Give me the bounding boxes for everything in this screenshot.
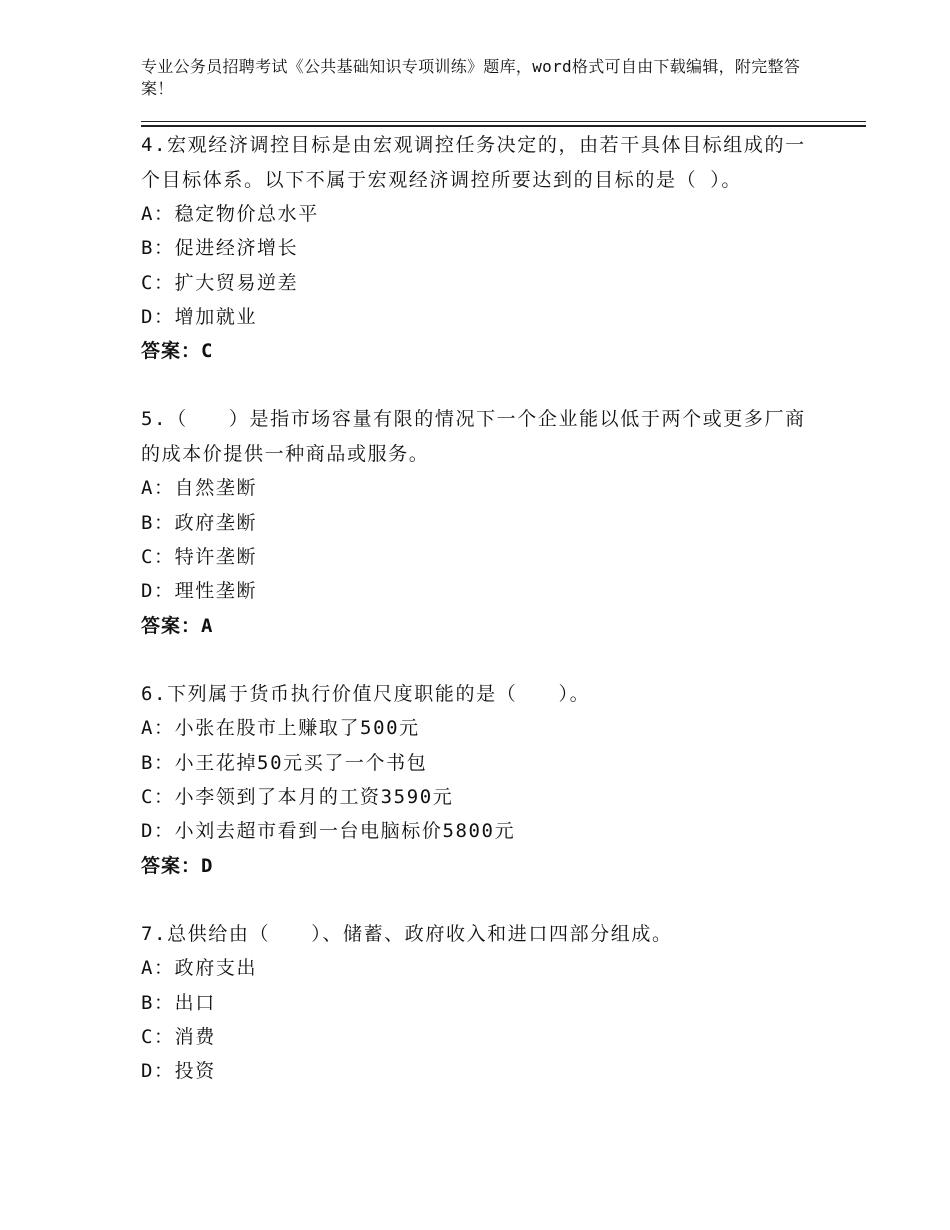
option-b: B：政府垄断 (141, 511, 258, 534)
option-c: C：扩大贸易逆差 (141, 271, 299, 294)
answer-label: 答案：D (141, 854, 214, 877)
question-stem: 5.（ ）是指市场容量有限的情况下一个企业能以低于两个或更多厂商的成本价提供一种商品或服务。 (141, 408, 806, 465)
option-a: A：自然垄断 (141, 477, 258, 500)
option-b: B：促进经济增长 (141, 237, 299, 260)
spacer (141, 368, 821, 402)
option-a: A：稳定物价总水平 (141, 203, 319, 225)
option-c: C：小李领到了本月的工资3590元 (141, 786, 454, 809)
question-stem: 6.下列属于货币执行价值尺度职能的是（ ）。 (141, 682, 591, 705)
option-a: A：小张在股市上赚取了500元 (141, 717, 420, 740)
question-7 (141, 917, 821, 1089)
option-c: C：特许垄断 (141, 546, 258, 569)
option-d: D：小刘去超市看到一台电脑标价5800元 (141, 820, 516, 843)
spacer (141, 643, 821, 677)
option-b: B：小王花掉50元买了一个书包 (141, 751, 428, 774)
question-4 (141, 128, 821, 368)
option-d: D：增加就业 (141, 305, 258, 328)
header-rule-thin (141, 121, 866, 122)
answer-label: 答案：A (141, 614, 214, 637)
question-stem: 7.总供给由（ ）、储蓄、政府收入和进口四部分组成。 (141, 922, 673, 945)
option-d: D：理性垄断 (141, 580, 258, 603)
document-header: 专业公务员招聘考试《公共基础知识专项训练》题库，word格式可自由下载编辑，附完整答案！ (141, 57, 801, 98)
option-d: D：投资 (141, 1060, 216, 1083)
header-rule-thick (141, 125, 866, 127)
question-6 (141, 677, 821, 883)
question-list (141, 128, 821, 1089)
option-b: B：出口 (141, 991, 216, 1014)
option-c: C：消费 (141, 1026, 216, 1049)
question-stem: 4.宏观经济调控目标是由宏观调控任务决定的，由若干具体目标组成的一个目标体系。以下不属于宏观经济调控所要达到的目标的是（ ）。 (141, 134, 806, 191)
question-5 (141, 402, 821, 642)
answer-label: 答案：C (141, 340, 214, 363)
spacer (141, 883, 821, 917)
option-a: A：政府支出 (141, 957, 258, 980)
